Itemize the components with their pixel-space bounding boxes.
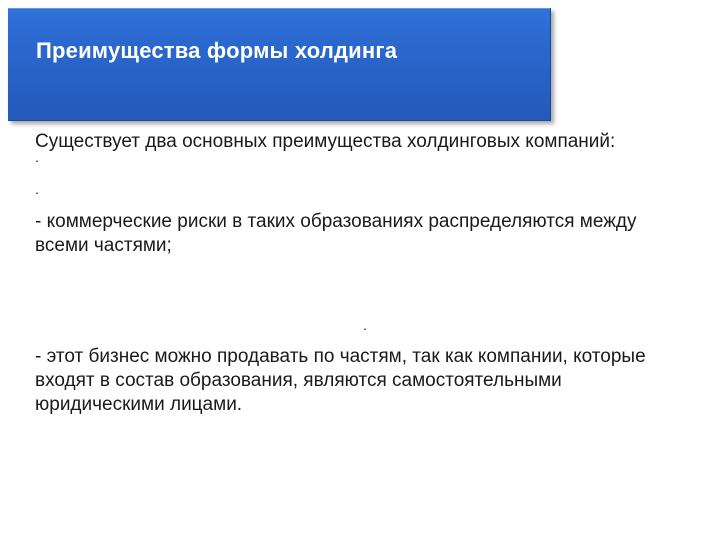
advantage-item-2: - этот бизнес можно продавать по частям, так как компании, которые входят в состав образования, являются самостоятельными юридическими лицами. — [35, 346, 646, 415]
stray-dot: . — [35, 149, 39, 165]
title-bar — [8, 8, 551, 121]
slide-title: Преимущества формы холдинга — [36, 38, 398, 63]
stray-dot: . — [363, 317, 367, 333]
stray-dot: . — [35, 181, 39, 197]
advantage-item-1: - коммерческие риски в таких образованиях распределяются между всеми частями; — [35, 211, 637, 256]
intro-text: Существует два основных преимущества холдинговых компаний: — [35, 131, 616, 152]
